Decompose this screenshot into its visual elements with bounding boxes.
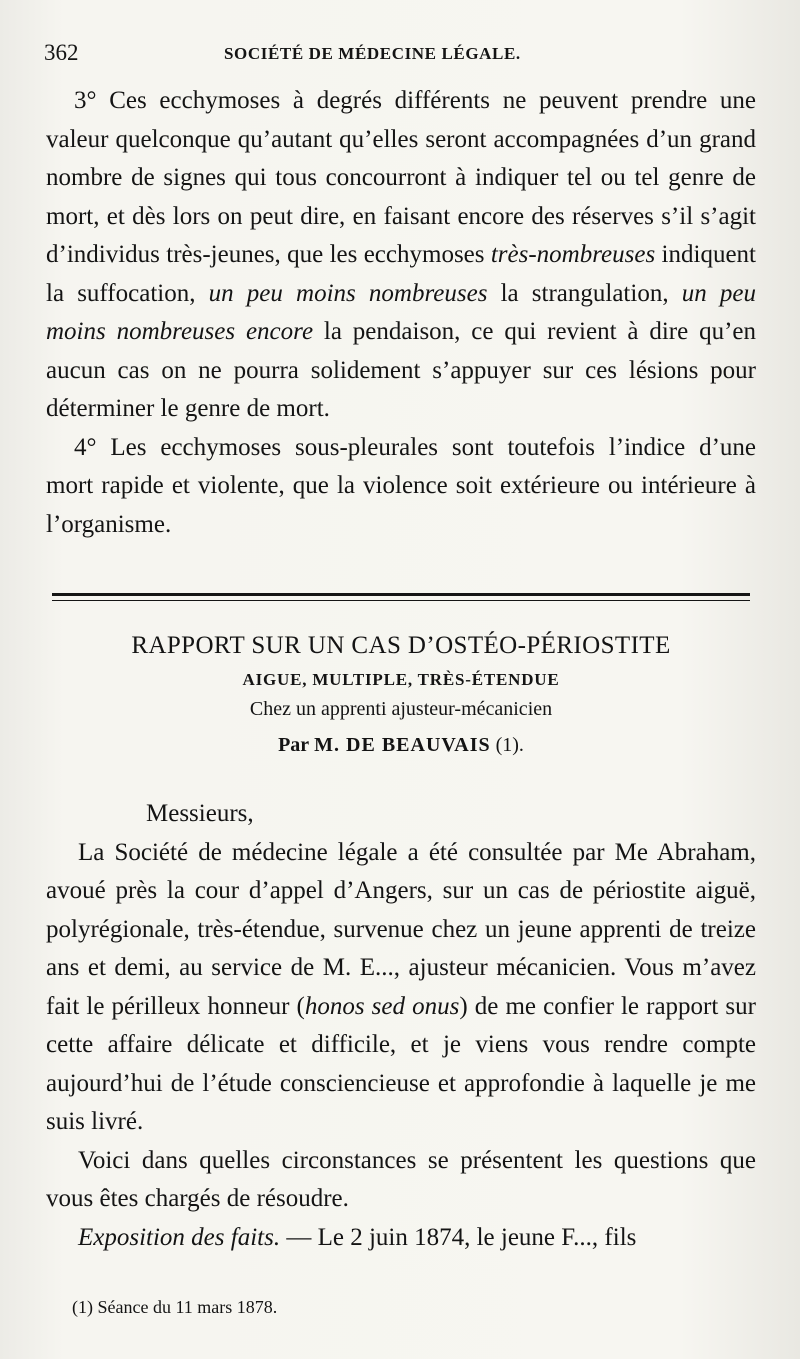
page-number: 362 [44,40,79,65]
running-head: SOCIÉTÉ DE MÉDECINE LÉGALE. [224,44,521,63]
section-title: RAPPORT SUR UN CAS D’OSTÉO-PÉRIOSTITE [131,632,671,659]
section-context: Chez un apprenti ajusteur-mécanicien [249,698,553,720]
section-subtitle: AIGUE, MULTIPLE, TRÈS-ÉTENDUE [242,670,560,689]
section-heading [46,632,756,757]
byline-prefix: Par [278,734,310,756]
paragraph-point-3: 3° Ces ecchymoses à degrés différents ne peuvent prendre une valeur quelconque qu’autant qu’elles seront accompagnées d’un grand nombre de signes qui tous concourront à indiquer tel ou tel genre de mort, et dès lors on peut dire, en faisant encore des réserves s’il s’agit d’individus très-jeunes, que les ecchymoses très-nombreuses indiquent la suffocation, un peu moins nombreuses la strangulation, un peu moins nombreuses encore la pendaison, ce qui revient à dire qu’en aucun cas on ne pourra solidement s’appuyer sur ces lésions pour déterminer le genre de mort. [46,87,757,422]
byline [46,734,756,757]
emphasis: très-nombreuses [490,241,656,268]
salutation: Messieurs, [146,800,254,827]
article-paragraph-3: Exposition des faits. — Le 2 juin 1874, le jeune F..., fils [78,1223,637,1251]
emphasis: un peu moins nombreuses encore [46,279,756,345]
emphasis: un peu moins nombreuses [208,279,488,307]
divider-thick-line [52,593,750,596]
section-divider [52,593,750,601]
divider-thin-line [52,600,750,601]
article-body [46,795,756,1257]
emphasis: Exposition des faits. [78,1223,281,1251]
footnote: (1) Séance du 11 mars 1878. [72,1297,278,1317]
article-paragraph-1: La Société de médecine légale a été consultée par Me Abraham, avoué près la cour d’appel d’Angers, sur un cas de périostite aiguë, polyrégionale, très-étendue, survenue chez un jeune apprenti de treize ans et demi, au service de M. E..., ajusteur mécanicien. Vous m’avez fait le périlleux honneur (honos sed onus) de me confier le rapport sur cette affaire délicate et difficile, et je viens vous rendre compte aujourd’hui de l’étude consciencieuse et approfondie à laquelle je me suis livré. [46,838,756,1135]
previous-article-conclusion [46,82,756,544]
byline-note: (1). [490,734,524,756]
emphasis: honos sed onus [304,992,460,1020]
article-paragraph-2: Voici dans quelles circonstances se présentent les questions que vous êtes chargés de résoudre. [46,1146,756,1212]
page-header [44,40,756,74]
paragraph-point-4: 4° Les ecchymoses sous-pleurales sont toutefois l’indice d’une mort rapide et violente, que la violence soit extérieure ou intérieure à l’organisme. [46,433,756,538]
byline-author: M. DE BEAUVAIS [314,734,491,756]
